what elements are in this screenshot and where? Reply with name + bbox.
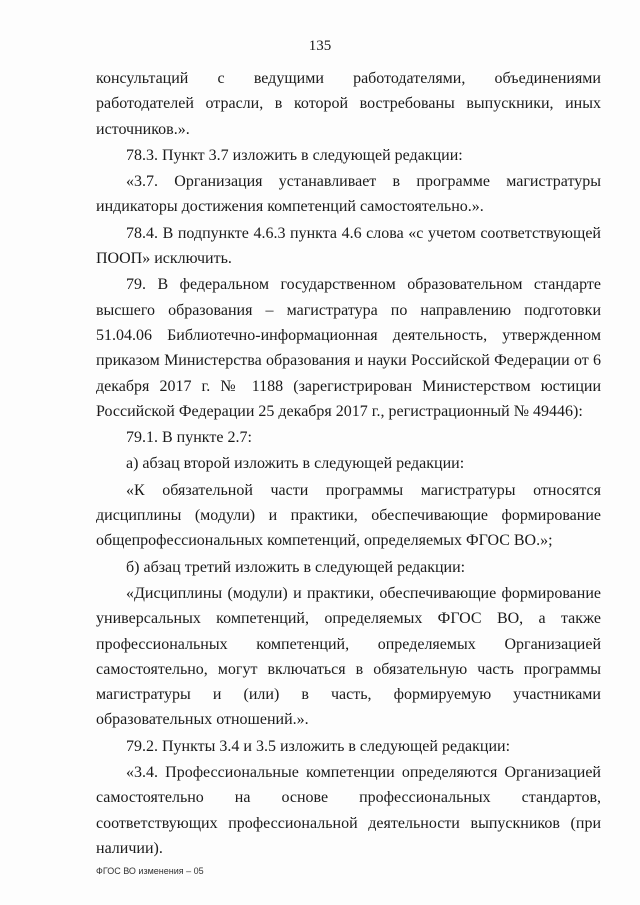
paragraph-item-b: б) абзац третий изложить в следующей редакции: [126,558,466,576]
page-number: 135 [308,38,332,54]
paragraph-79-2: 79.2. Пункты 3.4 и 3.5 изложить в следующей редакции: [126,737,511,755]
paragraph-78-4: 78.4. В подпункте 4.6.3 пункта 4.6 слова «с учетом соответствующей ПООП» исключить. [96,224,601,268]
paragraph-item-a: а) абзац второй изложить в следующей редакции: [126,455,465,473]
page-footer: ФГОС ВО изменения – 05 [96,866,204,876]
paragraph-3-4-text: «3.4. Профессиональные компетенции определяются Организацией самостоятельно на основе профессиональных стандартов, соответствующих профессиональной деятельности выпускников (при наличии). [96,764,601,857]
paragraph-79: 79. В федеральном государственном образовательном стандарте высшего образования – магистратура по направлению подготовки 51.04.06 Библиотечно-информационная деятельность, утвержденном приказом Министерства образования и науки Российской Федерации от 6 декабря 2017 г. № 1188 (зарегистрирован Министерством юстиции Российской Федерации 25 декабря 2017 г., регистрационный № 49446): [96,276,601,420]
document-body [96,66,601,861]
paragraph-79-1: 79.1. В пункте 2.7: [126,429,252,447]
paragraph-78-3: 78.3. Пункт 3.7 изложить в следующей редакции: [126,146,463,164]
paragraph-item-b-text: «Дисциплины (модули) и практики, обеспечивающие формирование универсальных компетенций, определяемых ФГОС ВО, а также профессиональных компетенций, определяемых Организацией самостоятельно, могут включаться в обязательную часть программы магистратуры и (или) в часть, формируемую участниками образовательных отношений.». [96,584,601,729]
paragraph-item-a-text: «К обязательной части программы магистратуры относятся дисциплины (модули) и практики, обеспечивающие формирование общепрофессиональных компетенций, определяемых ФГОС ВО.»; [96,481,601,550]
paragraph-continuation: консультаций с ведущими работодателями, объединениями работодателей отрасли, в которой востребованы выпускники, иных источников.». [96,70,601,138]
paragraph-3-7-text: «3.7. Организация устанавливает в программе магистратуры индикаторы достижения компетенций самостоятельно.». [96,173,601,216]
